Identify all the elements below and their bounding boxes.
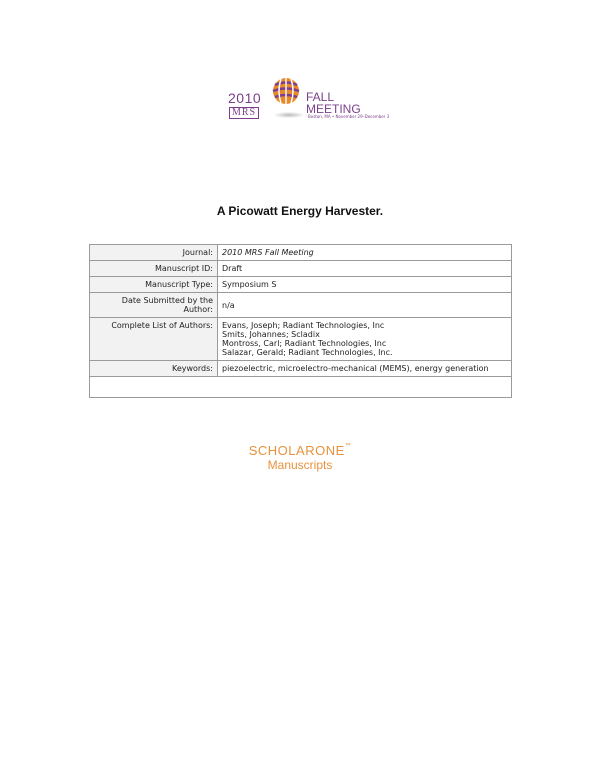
table-row-manuscript-type: [90, 277, 512, 293]
scholarone-logo: [0, 443, 600, 458]
manuscript-info-table: [89, 244, 512, 398]
journal-label: Journal:: [90, 245, 218, 261]
table-row-journal: [90, 245, 512, 261]
date-submitted-label: Date Submitted by the Author:: [90, 293, 218, 318]
table-row-keywords: [90, 361, 512, 377]
author-line: Smits, Johannes; Scladix: [222, 330, 320, 339]
scholarone-brand: SCHOLARONE: [248, 443, 345, 458]
table-row-manuscript-id: [90, 261, 512, 277]
manuscript-title: A Picowatt Energy Harvester.: [216, 204, 384, 218]
logo-org: MRS: [229, 107, 259, 119]
manuscript-id-value: Draft: [218, 261, 512, 277]
keywords-value: piezoelectric, microelectro-mechanical (MEMS), energy generation: [218, 361, 512, 377]
author-line: Montross, Carl; Radiant Technologies, Inc: [222, 339, 387, 348]
globe-icon: [271, 76, 301, 106]
mrs-fall-meeting-logo: [226, 74, 390, 122]
author-line: Evans, Joseph; Radiant Technologies, Inc: [222, 321, 385, 330]
empty-cell: [90, 377, 512, 398]
logo-text: [306, 91, 361, 115]
globe-shadow: [274, 112, 304, 118]
author-line: Salazar, Gerald; Radiant Technologies, Inc.: [222, 348, 393, 357]
authors-value: [218, 318, 512, 361]
authors-label: Complete List of Authors:: [90, 318, 218, 361]
manuscript-id-label: Manuscript ID:: [90, 261, 218, 277]
logo-year: 2010: [228, 90, 262, 106]
manuscript-type-label: Manuscript Type:: [90, 277, 218, 293]
manuscript-type-value: Symposium S: [218, 277, 512, 293]
table-row-empty: [90, 377, 512, 398]
logo-line-fall: FALL: [306, 90, 335, 104]
table-row-date-submitted: [90, 293, 512, 318]
table-row-authors: [90, 318, 512, 361]
journal-value: 2010 MRS Fall Meeting: [218, 245, 512, 261]
date-submitted-value: n/a: [218, 293, 512, 318]
keywords-label: Keywords:: [90, 361, 218, 377]
logo-dates: Boston, MA • November 29–December 3: [308, 114, 390, 119]
trademark-symbol: ™: [344, 443, 352, 449]
scholarone-product: Manuscripts: [267, 458, 333, 472]
logo-line-meeting: MEETING: [306, 102, 361, 116]
